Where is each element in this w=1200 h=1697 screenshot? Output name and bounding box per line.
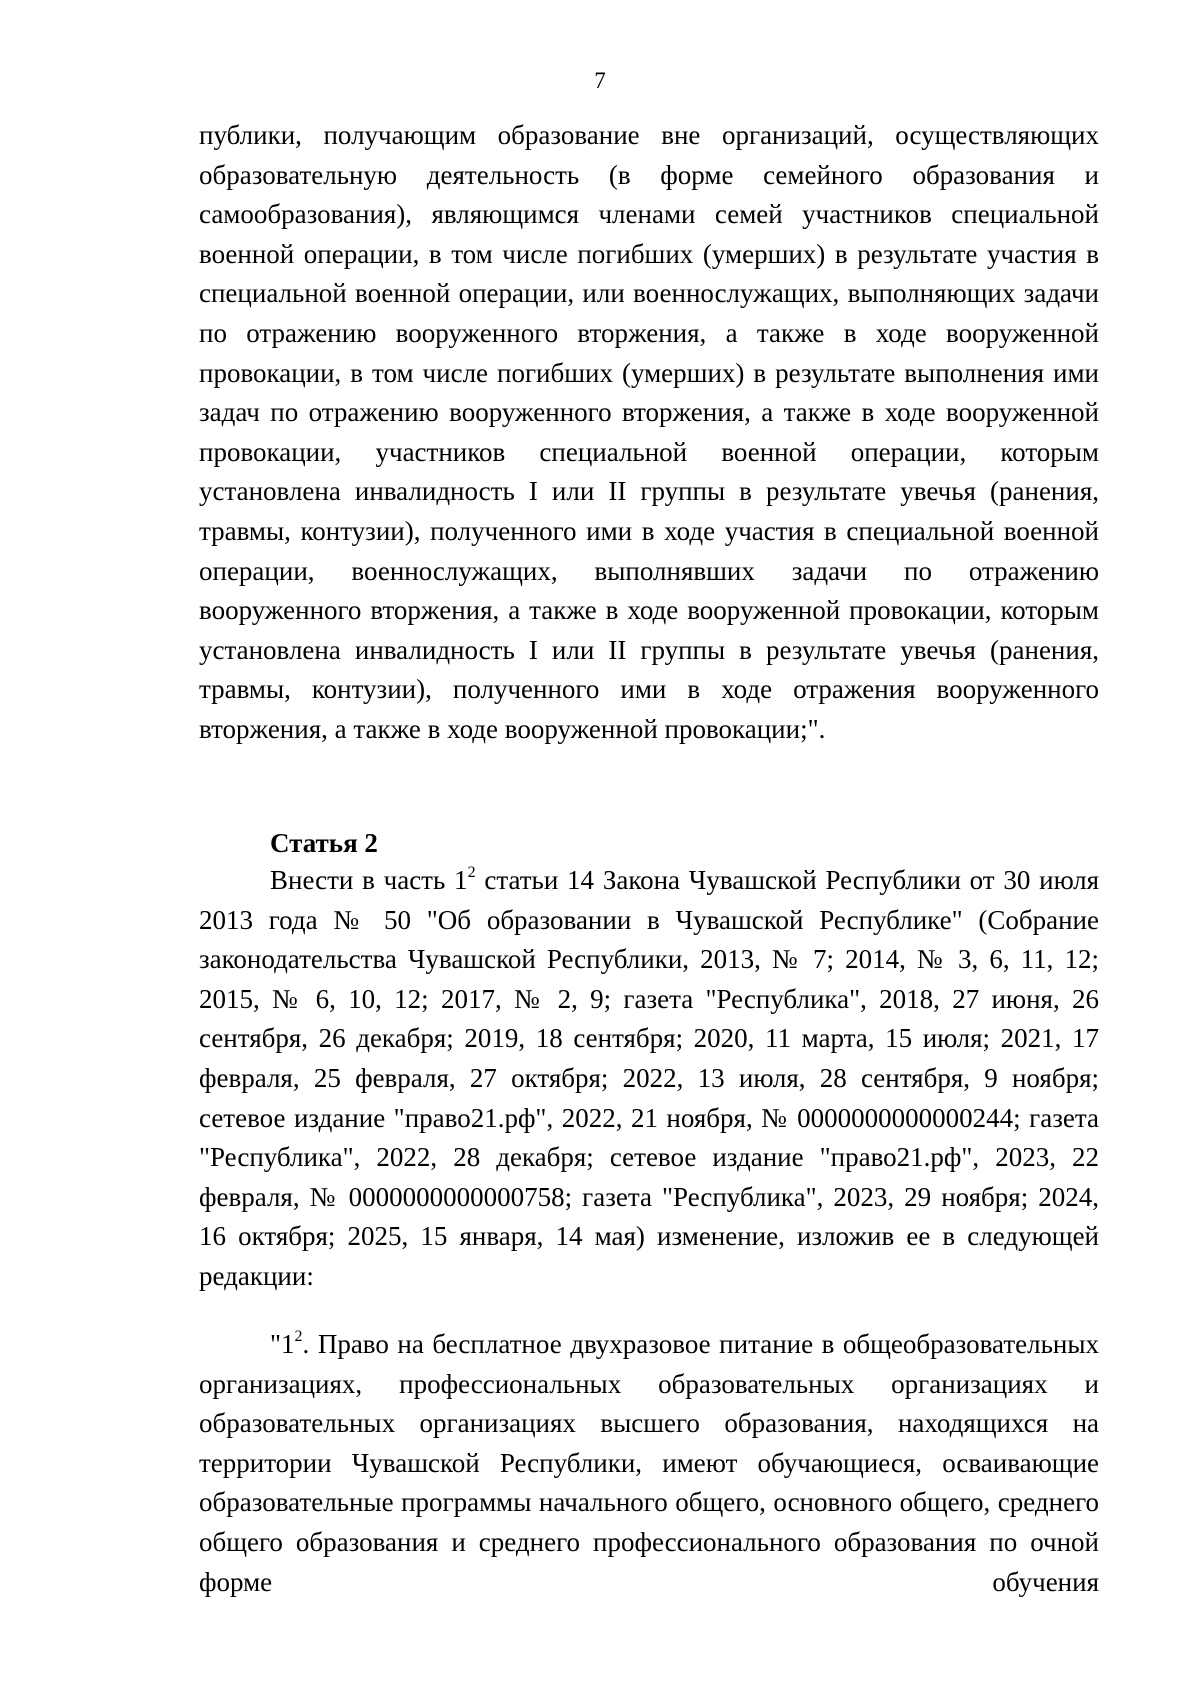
intro-text-start: Внести в часть 1	[270, 865, 468, 895]
article-heading: Статья 2	[270, 828, 378, 858]
intro-text-rest: статьи 14 Закона Чувашской Республики от 30 июля 2013 года № 50 "Об образовании в Чувашской Республике" (Собрание законодательства Чувашской Республики, 2013, № 7; 2014, № 3, 6, 11, 12; 2015, № 6, 10, 12; 2017, № 2, 9; газета "Республика", 2018, 27 июня, 26 сентября, 26 декабря; 2019, 18 сентября; 2020, 11 марта, 15 июля; 2021, 17 февраля, 25 февраля, 27 октября; 2022, 13 июля, 28 сентября, 9 ноября; сетевое издание "право21.рф", 2022, 21 ноября, № 0000000000000244; газета "Республика", 2022, 28 декабря; сетевое издание "право21.рф", 2023, 22 февраля, № 0000000000000758; газета "Республика", 2023, 29 ноября; 2024, 16 октября; 2025, 15 января, 14 мая) изменение, изложив ее в следующей редакции:	[199, 865, 1099, 1291]
continuation-paragraph: публики, получающим образование вне организаций, осуществляющих образовательную деятельность (в форме семейного образования и самообразования), являющимся членами семей участников специальной военной операции, в том числе погибших (умерших) в результате участия в специальной военной операции, или военнослужащих, выполняющих задачи по отражению вооруженного вторжения, а также в ходе вооруженной провокации, в том числе погибших (умерших) в результате выполнения ими задач по отражению вооруженного вторжения, а также в ходе вооруженной провокации, участников специальной военной операции, которым установлена инвалидность I или II группы в результате увечья (ранения, травмы, контузии), полученного ими в ходе участия в специальной военной операции, военнослужащих, выполнявших задачи по отражению вооруженного вторжения, а также в ходе вооруженной провокации, которым установлена инвалидность I или II группы в результате увечья (ранения, травмы, контузии), полученного ими в ходе отражения вооруженного вторжения, а также в ходе вооруженной провокации;".	[199, 120, 1099, 744]
intro-superscript: 2	[467, 864, 476, 881]
quote-superscript: 2	[294, 1328, 303, 1345]
quote-text-rest: . Право на бесплатное двухразовое питание в общеобразовательных организациях, профессиональных образовательных организациях и образовательных организациях высшего образования, находящихся на территории Чувашской Республики, имеют обучающиеся, осваивающие образовательные программы начального общего, основного общего, среднего общего образования и среднего профессионального образования по очной форме обучения	[199, 1329, 1099, 1597]
article-intro-paragraph	[199, 861, 1099, 1297]
page-number: 7	[594, 68, 606, 93]
quote-text-start: "1	[270, 1329, 295, 1359]
quoted-amendment-paragraph	[199, 1325, 1099, 1602]
